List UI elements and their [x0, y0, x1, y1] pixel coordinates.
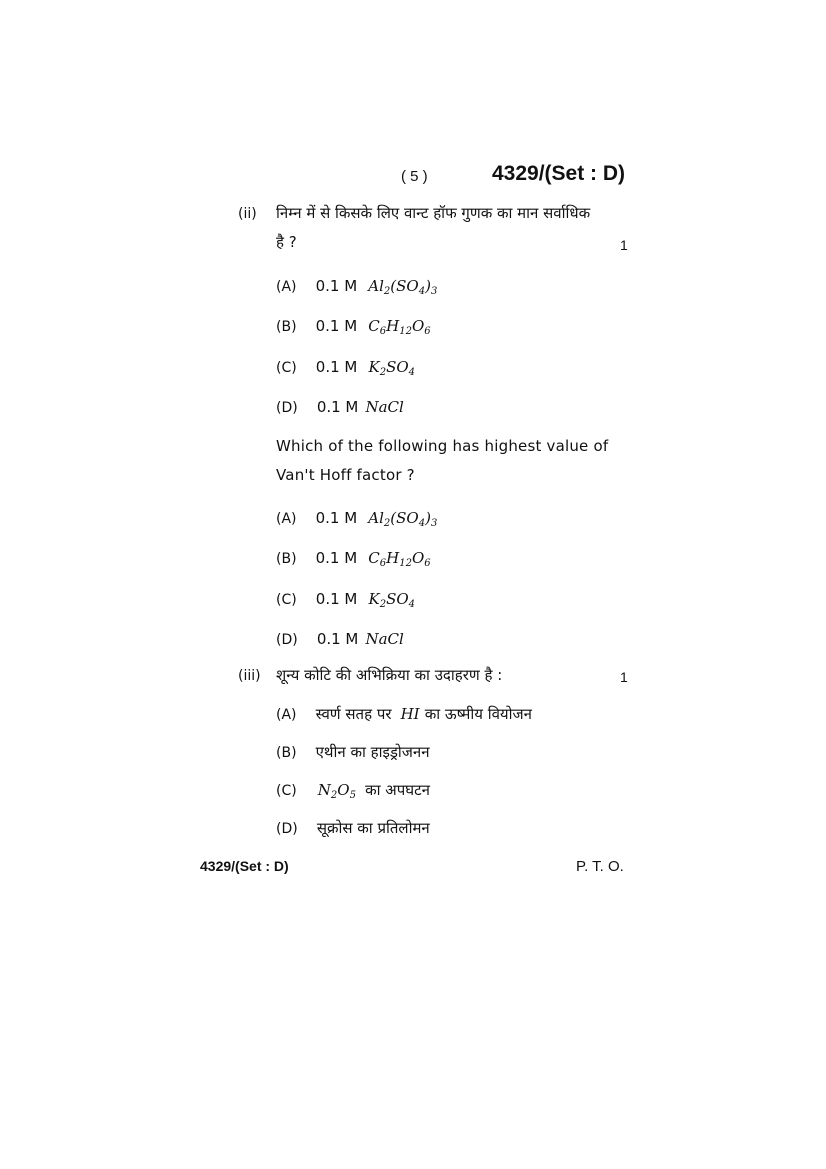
option-label: (B) [276, 745, 297, 761]
question-text-hindi-line2: है ? [276, 233, 297, 251]
question-number: (ii) [238, 206, 257, 222]
formula: HI [400, 705, 420, 723]
option-text: एथीन का हाइड्रोजनन [315, 743, 430, 761]
option-text: स्वर्ण सतह पर [315, 705, 392, 723]
formula: $N_2O_5$ [317, 781, 356, 801]
option-c-english [276, 589, 415, 608]
option-concentration: 0.1 M [316, 630, 359, 648]
option-text: का अपघटन [365, 781, 430, 799]
page-number: ( 5 ) [401, 168, 428, 185]
option-label: (B) [276, 551, 297, 567]
question-number: (iii) [238, 668, 261, 684]
option-label: (A) [276, 511, 297, 527]
footer-paper-code: 4329/(Set : D) [200, 858, 289, 874]
option-concentration: 0.1 M [315, 358, 358, 376]
option-d-english [276, 629, 404, 648]
footer-pto: P. T. O. [576, 858, 624, 875]
option-label: (D) [276, 821, 298, 837]
option-concentration: 0.1 M [315, 590, 358, 608]
formula: NaCl [365, 398, 404, 416]
question-text-hindi: शून्य कोटि की अभिक्रिया का उदाहरण है : [276, 666, 503, 684]
option-d [276, 818, 430, 838]
option-c [276, 357, 415, 376]
option-a [276, 704, 532, 724]
option-concentration: 0.1 M [315, 549, 358, 567]
option-b [276, 742, 430, 762]
option-label: (C) [276, 783, 297, 799]
option-b [276, 316, 431, 335]
option-text: सूक्रोस का प्रतिलोमन [316, 819, 430, 837]
option-a [276, 276, 437, 295]
option-a-english [276, 508, 437, 527]
option-label: (D) [276, 400, 298, 416]
option-concentration: 0.1 M [315, 277, 358, 295]
formula: NaCl [365, 630, 404, 648]
formula: $C_6H_{12}O_6$ [368, 317, 431, 337]
option-label: (D) [276, 632, 298, 648]
question-marks: 1 [620, 237, 628, 253]
option-concentration: 0.1 M [315, 317, 358, 335]
option-d [276, 397, 404, 416]
option-c [276, 780, 430, 800]
question-text-english-line2: Van't Hoff factor ? [276, 466, 415, 484]
option-b-english [276, 548, 431, 567]
option-label: (A) [276, 707, 297, 723]
formula: $Al_2(SO_4)_3$ [368, 277, 438, 297]
option-concentration: 0.1 M [315, 509, 358, 527]
formula: $K_2SO_4$ [368, 358, 416, 378]
formula: $C_6H_{12}O_6$ [368, 549, 431, 569]
option-label: (C) [276, 592, 297, 608]
option-label: (B) [276, 319, 297, 335]
question-marks: 1 [620, 669, 628, 685]
option-text: का ऊष्मीय वियोजन [424, 705, 532, 723]
option-concentration: 0.1 M [316, 398, 359, 416]
formula: $Al_2(SO_4)_3$ [368, 509, 438, 529]
paper-code: 4329/(Set : D) [492, 162, 626, 185]
option-label: (C) [276, 360, 297, 376]
question-text-hindi-line1: निम्न में से किसके लिए वान्ट हॉफ गुणक का मान सर्वाधिक [276, 204, 591, 222]
option-label: (A) [276, 279, 297, 295]
question-text-english-line1: Which of the following has highest value of [276, 437, 609, 455]
formula: $K_2SO_4$ [368, 590, 416, 610]
